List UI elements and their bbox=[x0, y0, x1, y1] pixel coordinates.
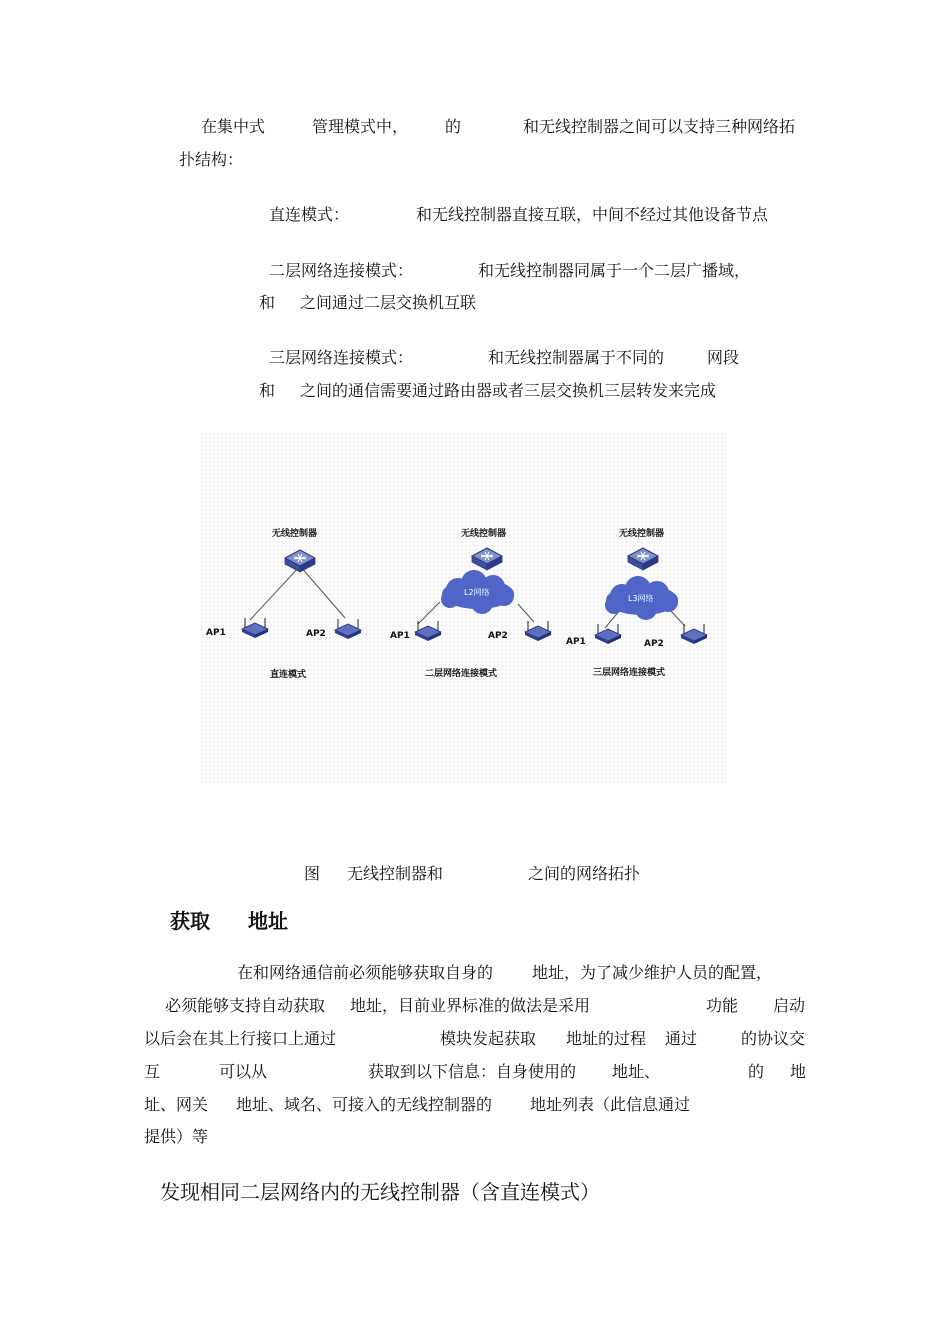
caption-direct: 直连模式 bbox=[270, 670, 307, 680]
access-point-icon bbox=[415, 621, 441, 641]
intro-seg1: 在集中式 bbox=[201, 117, 266, 136]
intro-seg3: 的 bbox=[445, 117, 462, 136]
ap1-label-direct: AP1 bbox=[206, 628, 226, 638]
s1-p3-a: 以后会在其上行接口上通过 bbox=[144, 1029, 337, 1048]
s1-p1-a: 在和网络通信前必须能够获取自身的 bbox=[237, 963, 494, 982]
link-direct-ap1 bbox=[250, 566, 300, 620]
l2-mode-and: 和 bbox=[259, 293, 276, 312]
ap1-label-l3: AP1 bbox=[566, 637, 586, 647]
s1-p2-c: 功能 bbox=[706, 996, 739, 1015]
l3-mode-and: 和 bbox=[259, 381, 276, 400]
link-l2-ap2 bbox=[518, 604, 534, 622]
s1-p5-c: 地址列表（此信息通过 bbox=[530, 1095, 691, 1114]
s1-p3-c: 地址的过程 bbox=[566, 1029, 647, 1048]
ap2-label-direct: AP2 bbox=[306, 629, 326, 639]
s1-p2-d: 启动 bbox=[773, 996, 806, 1015]
section1-heading-a: 获取 bbox=[170, 909, 210, 933]
controller-label-direct: 无线控制器 bbox=[272, 529, 318, 539]
controller-switch-icon bbox=[628, 548, 658, 570]
controller-switch-icon bbox=[472, 548, 502, 570]
s1-p2-a: 必须能够支持自动获取 bbox=[165, 996, 326, 1015]
access-point-icon bbox=[595, 624, 621, 644]
s1-p5-a: 址、网关 bbox=[144, 1095, 209, 1114]
s1-p4-e: 的 bbox=[748, 1062, 765, 1081]
access-point-icon bbox=[681, 624, 707, 644]
s1-p6-a: 提供）等 bbox=[144, 1127, 209, 1146]
s1-p4-a: 互 bbox=[144, 1062, 161, 1081]
l3-mode-text: 和无线控制器属于不同的 bbox=[488, 348, 665, 367]
ap1-label-l2: AP1 bbox=[390, 631, 410, 641]
intro-line2: 扑结构： bbox=[179, 150, 244, 169]
topology-svg bbox=[200, 432, 727, 784]
s1-p1-b: 地址，为了减少维护人员的配置， bbox=[532, 963, 773, 982]
access-point-icon bbox=[525, 621, 551, 641]
ap2-label-l2: AP2 bbox=[488, 631, 508, 641]
l2-cloud-label: L2网络 bbox=[464, 588, 490, 597]
link-l2-ap1 bbox=[418, 602, 440, 624]
ap2-label-l3: AP2 bbox=[644, 639, 664, 649]
s1-p3-d: 通过 bbox=[665, 1029, 698, 1048]
l3-mode-label: 三层网络连接模式： bbox=[269, 348, 414, 367]
s1-p2-b: 地址，目前业界标准的做法是采用 bbox=[350, 996, 591, 1015]
caption-l3: 三层网络连接模式 bbox=[593, 668, 666, 678]
l3-mode-segment: 网段 bbox=[707, 348, 740, 367]
l2-mode-label: 二层网络连接模式： bbox=[269, 261, 414, 280]
access-point-icon bbox=[242, 618, 268, 638]
intro-seg2: 管理模式中， bbox=[312, 117, 409, 136]
controller-switch-icon bbox=[285, 550, 315, 572]
s1-p3-e: 的协议交 bbox=[741, 1029, 806, 1048]
topology-figure bbox=[200, 432, 727, 784]
figure-caption-part1: 无线控制器和 bbox=[347, 864, 444, 883]
l2-mode-text: 和无线控制器同属于一个二层广播域， bbox=[478, 261, 751, 280]
controller-label-l3: 无线控制器 bbox=[619, 529, 665, 539]
l3-cloud-label: L3网络 bbox=[628, 594, 654, 603]
link-l3-ap2 bbox=[670, 610, 685, 626]
direct-mode-label: 直连模式： bbox=[269, 205, 350, 224]
access-point-icon bbox=[335, 619, 361, 639]
s1-p3-b: 模块发起获取 bbox=[440, 1029, 537, 1048]
intro-seg4: 和无线控制器之间可以支持三种网络拓 bbox=[523, 117, 796, 136]
controller-label-l2: 无线控制器 bbox=[461, 529, 507, 539]
caption-l2: 二层网络连接模式 bbox=[425, 669, 498, 679]
figure-caption-part2: 之间的网络拓扑 bbox=[528, 864, 641, 883]
s1-p4-b: 可以从 bbox=[219, 1062, 268, 1081]
l3-mode-line2: 之间的通信需要通过路由器或者三层交换机三层转发来完成 bbox=[300, 381, 717, 400]
s1-p4-d: 地址、 bbox=[612, 1062, 661, 1081]
section2-heading: 发现相同二层网络内的无线控制器（含直连模式） bbox=[160, 1180, 600, 1204]
s1-p4-f: 地 bbox=[790, 1062, 807, 1081]
s1-p4-c: 获取到以下信息：自身使用的 bbox=[368, 1062, 577, 1081]
l2-mode-line2: 之间通过二层交换机互联 bbox=[300, 293, 477, 312]
s1-p5-b: 地址、域名、可接入的无线控制器的 bbox=[236, 1095, 493, 1114]
direct-mode-text: 和无线控制器直接互联，中间不经过其他设备节点 bbox=[416, 205, 769, 224]
figure-caption-label: 图 bbox=[304, 864, 321, 883]
section1-heading-b: 地址 bbox=[248, 909, 288, 933]
link-direct-ap2 bbox=[300, 566, 345, 618]
